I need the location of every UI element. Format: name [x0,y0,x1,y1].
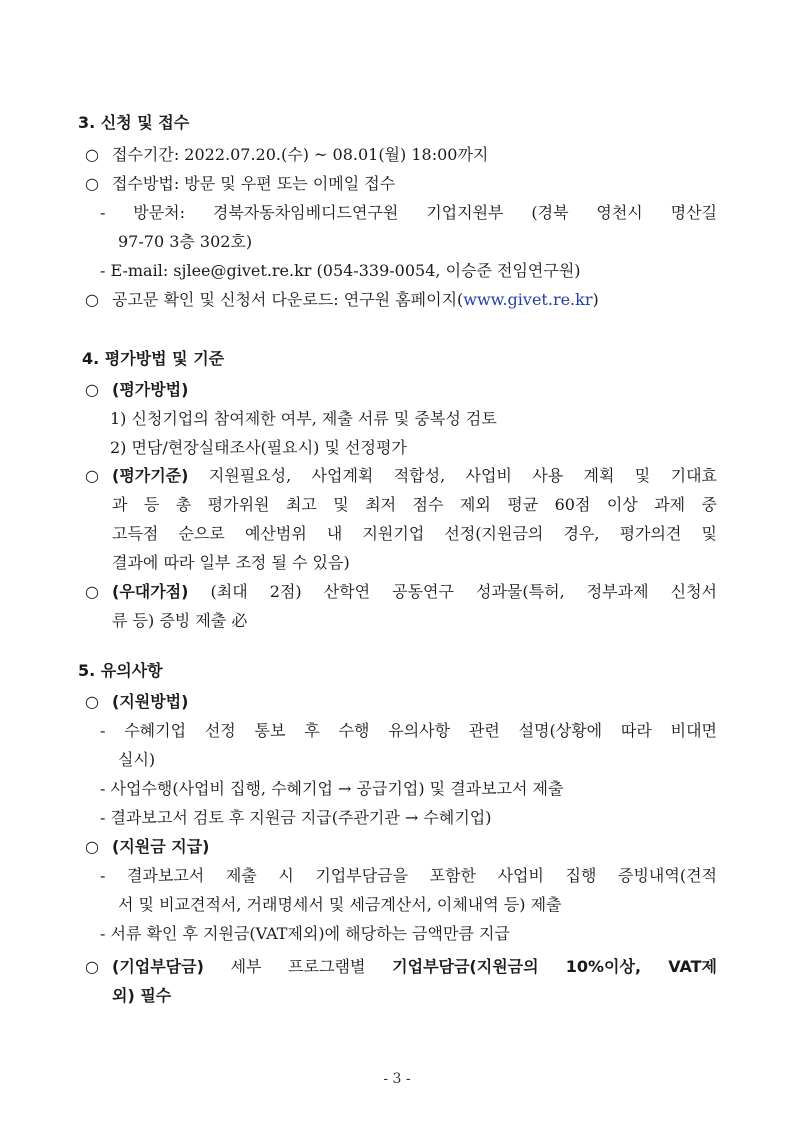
evaluation-criteria-line1 [112,466,717,486]
criteria-text: 지원필요성, 사업계획 적합성, 사업비 사용 계획 및 기대효 [208,466,717,485]
support-item-1-line2: 실시) [118,750,156,769]
application-period: 접수기간: 2022.07.20.(수) ~ 08.01(월) 18:00까지 [112,145,489,164]
company-burden-line2: 외) 필수 [112,986,172,1005]
burden-text: 세부 프로그램별 [203,957,393,976]
evaluation-step-2: 2) 면담/현장실태조사(필요시) 및 선정평가 [110,438,407,457]
section-4-title: 4. 평가방법 및 기준 [82,349,225,368]
evaluation-criteria-label: (평가기준) [112,466,189,485]
bonus-points-line2: 류 등) 증빙 제출 必 [112,611,248,630]
support-item-2: - 사업수행(사업비 집행, 수혜기업 → 공급기업) 및 결과보고서 제출 [100,779,564,798]
bonus-text: (최대 2점) 산학연 공동연구 성과물(특허, 정부과제 신청서 [210,582,717,601]
bullet: ○ [85,380,99,399]
contact-email: - E-mail: sjlee@givet.re.kr (054-339-0054, 이승준 전임연구원) [100,261,581,280]
bullet: ○ [85,957,99,976]
payment-item-1-line2: 서 및 비교견적서, 거래명세서 및 세금계산서, 이체내역 등) 제출 [118,895,562,914]
payment-item-1-line1: - 결과보고서 제출 시 기업부담금을 포함한 사업비 집행 증빙내역(견적 [100,866,717,885]
section-3-title: 3. 신청 및 접수 [78,113,190,132]
payment-item-2: - 서류 확인 후 지원금(VAT제외)에 해당하는 금액만큼 지급 [100,924,510,943]
support-method-label: (지원방법) [112,692,189,711]
bullet: ○ [85,582,99,601]
bonus-points-line1 [112,582,717,602]
section-5-title: 5. 유의사항 [78,661,163,680]
visit-address-line1: - 방문처: 경북자동차임베디드연구원 기업지원부 (경북 영천시 명산길 [100,203,717,222]
support-item-1-line1: - 수혜기업 선정 통보 후 수행 유의사항 관련 설명(상황에 따라 비대면 [100,721,717,740]
company-burden-line1 [112,957,717,977]
notice-download [112,290,599,310]
burden-bold: 기업부담금(지원금의 10%이상, VAT제 [392,957,718,976]
notice-close: ) [592,290,599,309]
evaluation-method-label: (평가방법) [112,380,189,399]
visit-address-line2: 97-70 3층 302호) [118,232,253,251]
evaluation-step-1: 1) 신청기업의 참여제한 여부, 제출 서류 및 중복성 검토 [110,409,497,428]
application-method: 접수방법: 방문 및 우편 또는 이메일 접수 [112,174,396,193]
bullet: ○ [85,466,99,485]
bullet: ○ [85,692,99,711]
bullet: ○ [85,145,99,164]
support-item-3: - 결과보고서 검토 후 지원금 지급(주관기관 → 수혜기업) [100,808,492,827]
company-burden-label: (기업부담금) [112,957,204,976]
evaluation-criteria-line4: 결과에 따라 일부 조정 될 수 있음) [112,553,350,572]
bullet: ○ [85,290,99,309]
notice-text: 공고문 확인 및 신청서 다운로드: 연구원 홈페이지( [112,290,464,309]
bonus-points-label: (우대가점) [112,582,189,601]
payment-label: (지원금 지급) [112,837,210,856]
bullet: ○ [85,837,99,856]
page-number: - 3 - [383,1071,411,1087]
evaluation-criteria-line2: 과 등 총 평가위원 최고 및 최저 점수 제외 평균 60점 이상 과제 중 [112,495,717,514]
bullet: ○ [85,174,99,193]
homepage-link[interactable]: www.givet.re.kr [463,290,593,309]
evaluation-criteria-line3: 고득점 순으로 예산범위 내 지원기업 선정(지원금의 경우, 평가의견 및 [112,524,717,543]
